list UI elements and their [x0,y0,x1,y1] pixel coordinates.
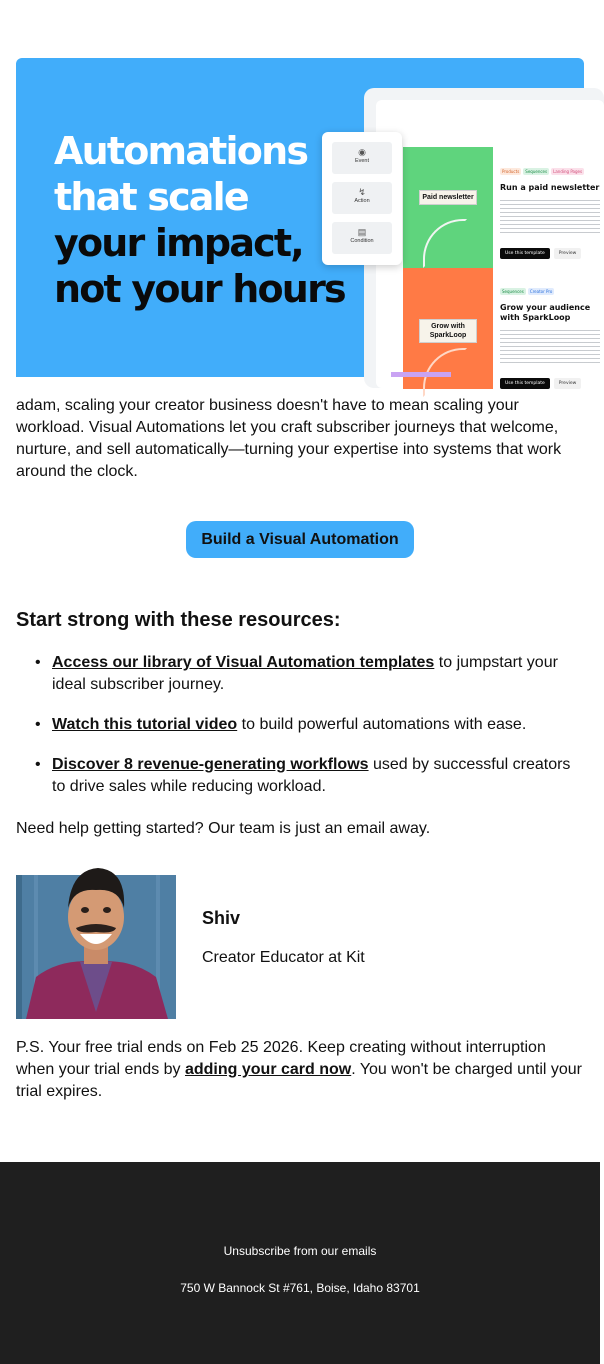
resources-list [16,652,584,816]
hero-banner [16,58,600,386]
template-tile-sparkloop [403,268,493,389]
footer [0,1162,600,1364]
ps-text [16,1037,584,1103]
bullet-icon: • [35,654,41,671]
preview-button: Preview [554,378,582,389]
signature-name: Shiv [202,908,241,928]
flow-step-condition [332,222,392,254]
card-body-lines [500,327,600,363]
templates-library-link[interactable]: Access our library of Visual Automation templates [52,654,435,671]
hero-headline [54,128,345,312]
flow-step-label: Event [354,158,370,164]
card-pill: Sequences [502,289,524,294]
list-item [16,652,584,696]
template-panel-inner [376,100,604,388]
card-title: Run a paid newsletter [500,183,600,192]
decorative-bar [391,372,451,377]
resources-title: Start strong with these resources: [16,609,341,631]
flow-step-label: Condition [350,238,374,244]
card-pill: Products [502,169,520,174]
list-item-text: to build powerful automations with ease. [237,716,527,733]
tile-tag: Grow with SparkLoop [419,319,477,343]
tile-tag: Paid newsletter [419,190,477,205]
footer-address: 750 W Bannock St #761, Boise, Idaho 83701 [180,1281,420,1295]
add-card-link[interactable]: adding your card now [184,1061,352,1078]
list-item [16,714,584,736]
card-pill: Creator Pro [529,289,553,294]
intro-text: adam, scaling your creator business doesn't have to mean scaling your workload. Visual Automations let you craft subscriber journeys that welcome, nurture, and sell automatically—turning your expertise into systems that work around the clock. [16,397,562,480]
preview-button: Preview [554,248,582,259]
bullet-icon: • [35,756,41,773]
tutorial-video-link[interactable]: Watch this tutorial video [52,716,238,733]
action-icon: ↯ [358,187,366,197]
tile-curve [423,219,467,268]
template-tile-paid-newsletter [403,147,493,268]
flow-step-label: Action [354,198,370,204]
signature-role: Creator Educator at Kit [202,949,365,966]
avatar [16,862,176,1019]
template-card [500,158,600,259]
flow-step-event [332,142,392,174]
list-item-text: to jumpstart your ideal subscriber journey. [52,654,558,693]
list-item [16,754,584,798]
ps-text-before: P.S. Your free trial ends on Feb 25 2026. Keep creating without interruption when your trial ends by [16,1039,546,1078]
ps-text-after: . You won't be charged until your trial expires. [16,1061,582,1100]
card-pills [500,158,600,177]
card-buttons [500,369,600,389]
automation-flow-card [322,132,402,265]
card-pills [500,278,600,297]
condition-icon: ▤ [357,227,367,237]
help-text: Need help getting started? Our team is just an email away. [16,820,431,837]
list-item-text: used by successful creators to drive sales while reducing workload. [52,756,571,795]
card-body-lines [500,197,600,233]
bullet-icon: • [35,716,41,733]
hero-headline-line-3: your impact, [54,221,303,265]
event-icon: ◉ [358,147,366,157]
card-pill: Landing Pages [553,169,583,174]
card-title: Grow your audience with SparkLoop [500,303,591,322]
use-template-button: Use this template [500,248,550,259]
hero-headline-line-2: that scale [54,175,248,219]
hero-headline-line-1: Automations [54,129,308,173]
revenue-workflows-link[interactable]: Discover 8 revenue-generating workflows [52,756,369,773]
use-template-button: Use this template [500,378,550,389]
build-visual-automation-button[interactable]: Build a Visual Automation [186,521,414,558]
hero-headline-line-4: not your hours [54,267,345,311]
flow-step-action [332,182,392,214]
unsubscribe-link[interactable]: Unsubscribe from our emails [223,1244,377,1258]
template-card [500,278,600,389]
card-buttons [500,239,600,259]
card-pill: Sequences [525,169,548,174]
avatar-photo [16,862,176,1019]
